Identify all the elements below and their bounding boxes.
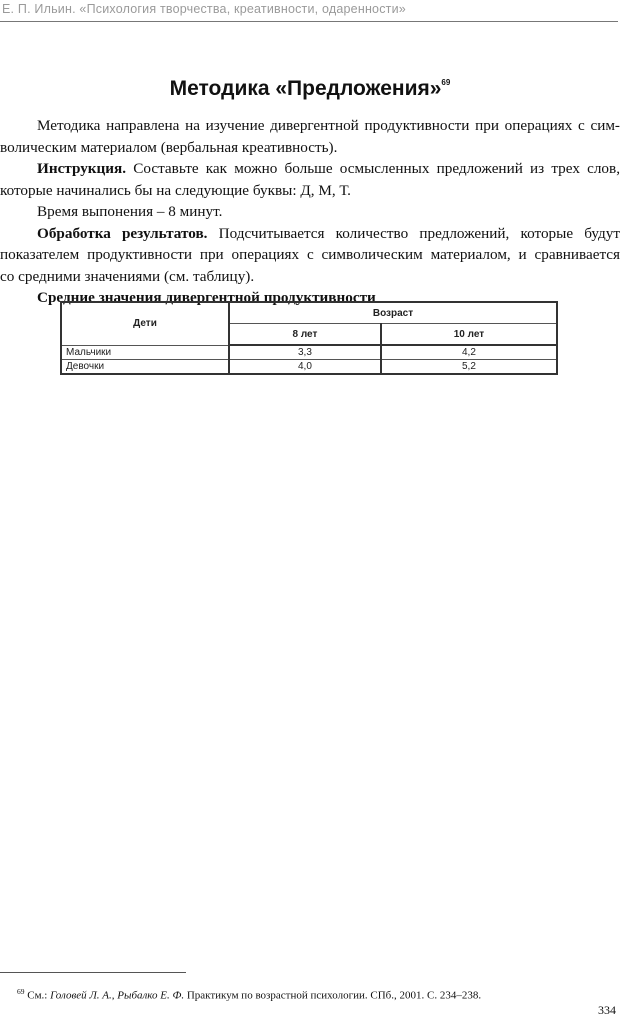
table-caption-text: Средние значения дивергентной продуктивности <box>37 289 376 306</box>
cell-10-years: 5,2 <box>381 360 557 375</box>
header-10-years: 10 лет <box>381 324 557 346</box>
header-8-years: 8 лет <box>229 324 381 346</box>
row-label: Девочки <box>61 360 229 375</box>
title-footnote-ref: 69 <box>441 78 451 87</box>
footnote-prefix: См.: <box>24 989 51 1002</box>
table-header-row <box>61 302 557 324</box>
header-kids: Дети <box>61 302 229 345</box>
paragraph-processing-line-3: со средними значениями (см. таблицу). <box>0 267 255 285</box>
paragraph-1-line-1: Методика направлена на изучение дивергентной продуктивности при операциях с сим- <box>37 117 620 134</box>
header-rule <box>0 21 618 22</box>
footnote-source: Практикум по возрастной психологии. СПб., 2001. С. 234–238. <box>184 989 482 1002</box>
footnote-number: 69 <box>17 987 25 996</box>
row-label: Мальчики <box>61 345 229 360</box>
running-head: Е. П. Ильин. «Психология творчества, креативности, одаренности» <box>2 2 406 16</box>
header-age: Возраст <box>229 302 557 324</box>
footnote-authors: Головей Л. А., Рыбалко Е. Ф. <box>50 989 185 1002</box>
paragraph-instruction-line-1 <box>0 158 620 180</box>
page-number: 334 <box>598 1003 616 1017</box>
paragraph-processing-line-2: показателем продуктивности при операциях с символическим материалом, и сравнивается <box>0 246 620 263</box>
cell-10-years: 4,2 <box>381 345 557 360</box>
cell-8-years: 4,0 <box>229 360 381 375</box>
paragraph-time: Время выпонения – 8 минут. <box>37 203 223 220</box>
section-title <box>0 77 620 101</box>
processing-text: Подсчитывается количество предложений, которые будут <box>207 224 620 242</box>
footnote <box>17 987 481 1002</box>
section-title-text: Методика «Предложения» <box>169 77 442 100</box>
paragraph-1-line-2: волическим материалом (вербальная креативность). <box>0 138 338 156</box>
instruction-label: Инструкция. <box>37 160 127 177</box>
processing-label: Обработка результатов. <box>37 224 208 242</box>
footnote-rule <box>0 972 186 973</box>
table-row <box>61 345 557 360</box>
table-row <box>61 360 557 375</box>
instruction-text: Составьте как можно больше осмысленных предложений из трех слов, <box>126 160 620 177</box>
paragraph-instruction-line-2: которые начинались бы на следующие буквы: Д, М, Т. <box>0 181 351 199</box>
body-text <box>0 115 620 309</box>
results-table <box>60 301 558 375</box>
cell-8-years: 3,3 <box>229 345 381 360</box>
paragraph-processing-line-1 <box>0 223 620 245</box>
